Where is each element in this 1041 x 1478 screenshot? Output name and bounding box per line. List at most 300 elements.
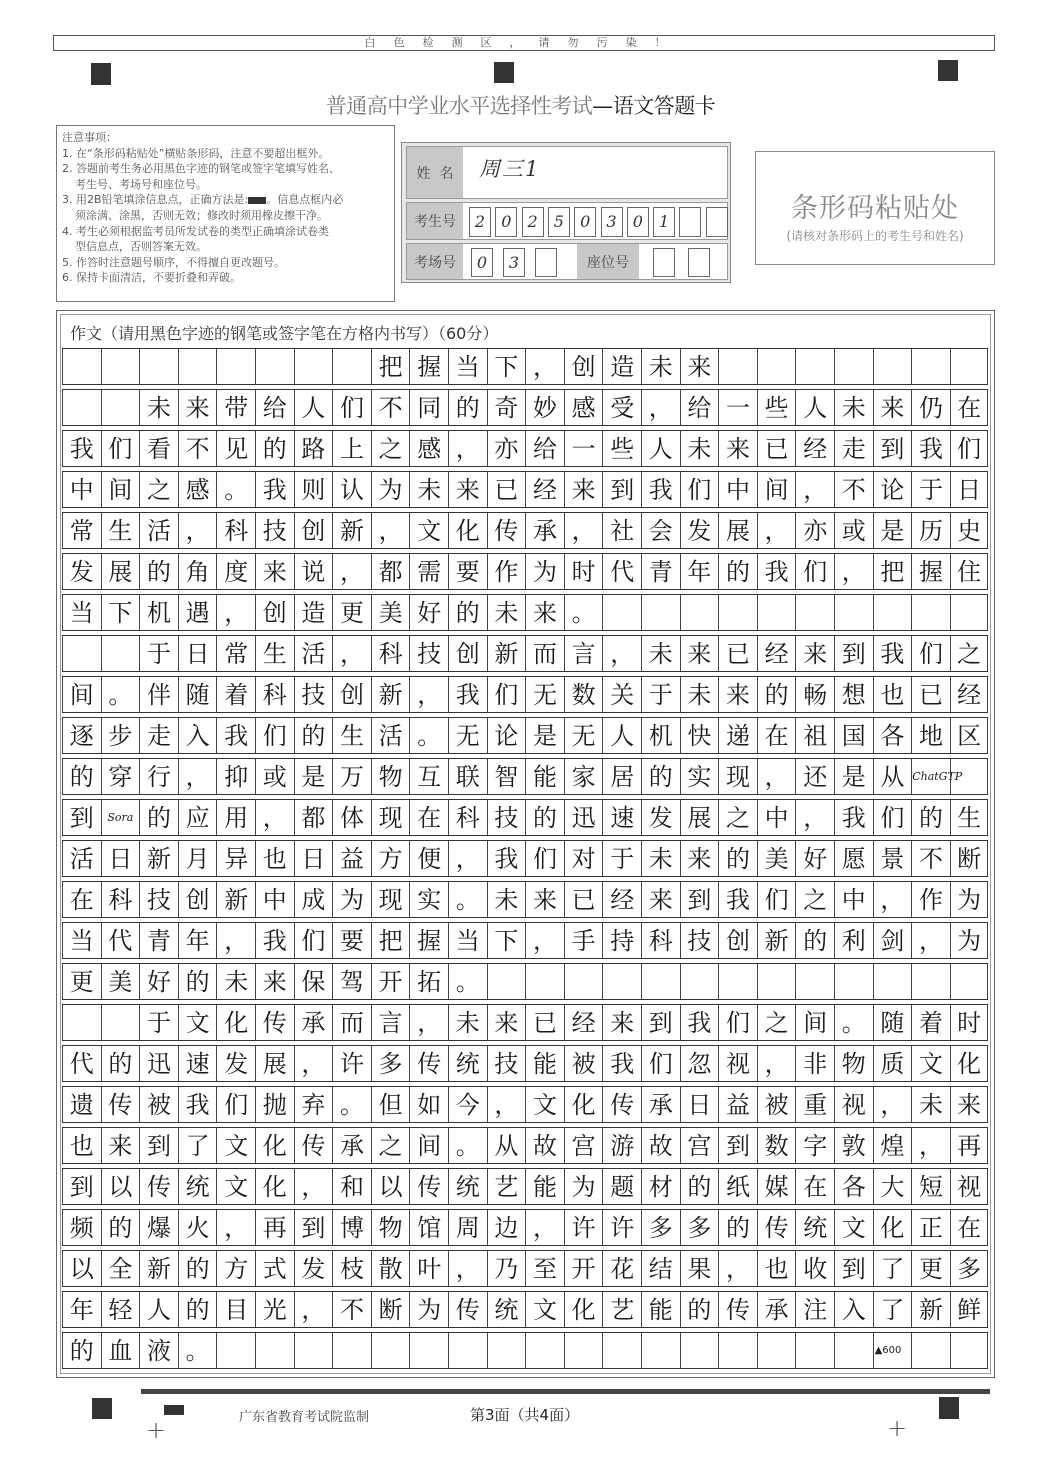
grid-cell[interactable]: 如 bbox=[409, 1087, 448, 1122]
grid-cell[interactable] bbox=[641, 964, 680, 999]
grid-cell[interactable]: 承 bbox=[332, 1128, 371, 1163]
grid-cell[interactable]: 体 bbox=[332, 800, 371, 835]
grid-cell[interactable]: 以 bbox=[62, 1251, 101, 1286]
grid-cell[interactable]: 新 bbox=[332, 513, 371, 548]
grid-cell[interactable]: 未 bbox=[409, 472, 448, 507]
grid-cell[interactable]: 或 bbox=[255, 759, 294, 794]
grid-cell[interactable]: 便 bbox=[409, 841, 448, 876]
grid-cell[interactable]: 来 bbox=[255, 964, 294, 999]
grid-cell[interactable]: 家 bbox=[564, 759, 603, 794]
grid-cell[interactable]: 许 bbox=[602, 1210, 641, 1245]
grid-cell[interactable]: 持 bbox=[602, 923, 641, 958]
grid-cell[interactable]: 而 bbox=[332, 1005, 371, 1040]
grid-cell[interactable]: 年 bbox=[680, 554, 719, 589]
grid-cell[interactable]: 多 bbox=[371, 1046, 410, 1081]
grid-cell[interactable]: 我 bbox=[602, 1046, 641, 1081]
grid-cell[interactable]: 不 bbox=[371, 390, 410, 425]
grid-cell[interactable]: 的 bbox=[911, 800, 950, 835]
grid-cell[interactable] bbox=[795, 1333, 834, 1368]
grid-cell[interactable]: 来 bbox=[680, 841, 719, 876]
grid-cell[interactable]: 。 bbox=[332, 1087, 371, 1122]
grid-cell[interactable]: 为 bbox=[950, 882, 989, 917]
grid-cell[interactable]: 中 bbox=[834, 882, 873, 917]
grid-cell[interactable]: 发 bbox=[641, 800, 680, 835]
grid-cell[interactable]: 传 bbox=[602, 1087, 641, 1122]
grid-cell[interactable] bbox=[139, 349, 178, 384]
seat-number-digit-box[interactable] bbox=[688, 248, 710, 277]
grid-cell[interactable]: 保 bbox=[294, 964, 333, 999]
grid-cell[interactable]: 。 bbox=[448, 882, 487, 917]
grid-cell[interactable]: 给 bbox=[525, 431, 564, 466]
grid-cell[interactable] bbox=[911, 1333, 950, 1368]
grid-cell[interactable]: 代 bbox=[602, 554, 641, 589]
grid-cell[interactable]: 文 bbox=[178, 1005, 217, 1040]
grid-cell[interactable]: 乃 bbox=[487, 1251, 526, 1286]
student-number-digit-box[interactable]: 0 bbox=[627, 207, 649, 237]
grid-cell[interactable]: 承 bbox=[525, 513, 564, 548]
grid-cell[interactable] bbox=[757, 595, 796, 630]
grid-cell[interactable]: 我 bbox=[641, 472, 680, 507]
grid-cell[interactable] bbox=[911, 349, 950, 384]
student-number-digit-box[interactable]: 1 bbox=[653, 207, 675, 237]
grid-cell[interactable]: 能 bbox=[641, 1292, 680, 1327]
grid-cell[interactable]: 把 bbox=[371, 349, 410, 384]
grid-cell[interactable]: 光 bbox=[255, 1292, 294, 1327]
grid-cell[interactable]: 材 bbox=[641, 1169, 680, 1204]
grid-cell[interactable]: 祖 bbox=[795, 718, 834, 753]
student-number-digit-box[interactable]: 0 bbox=[574, 207, 596, 237]
grid-cell[interactable]: 。 bbox=[564, 595, 603, 630]
grid-cell[interactable]: 发 bbox=[216, 1046, 255, 1081]
grid-cell[interactable]: 博 bbox=[332, 1210, 371, 1245]
grid-cell[interactable]: 艺 bbox=[487, 1169, 526, 1204]
grid-cell[interactable]: 现 bbox=[371, 800, 410, 835]
grid-cell[interactable]: 已 bbox=[525, 1005, 564, 1040]
grid-cell[interactable]: 化 bbox=[564, 1087, 603, 1122]
grid-cell[interactable]: ， bbox=[873, 1087, 912, 1122]
grid-cell[interactable]: 不 bbox=[834, 472, 873, 507]
grid-cell[interactable]: 承 bbox=[641, 1087, 680, 1122]
grid-cell[interactable]: 创 bbox=[294, 513, 333, 548]
grid-cell[interactable]: 间 bbox=[795, 1005, 834, 1040]
grid-cell[interactable]: 艺 bbox=[602, 1292, 641, 1327]
grid-cell[interactable]: 开 bbox=[564, 1251, 603, 1286]
grid-cell[interactable]: 递 bbox=[718, 718, 757, 753]
grid-cell[interactable]: 文 bbox=[216, 1169, 255, 1204]
grid-cell[interactable]: 于 bbox=[911, 472, 950, 507]
grid-cell[interactable]: ， bbox=[216, 1210, 255, 1245]
grid-cell[interactable]: 带 bbox=[216, 390, 255, 425]
grid-cell[interactable]: 承 bbox=[757, 1292, 796, 1327]
grid-cell[interactable]: 科 bbox=[448, 800, 487, 835]
grid-cell[interactable]: 技 bbox=[139, 882, 178, 917]
grid-cell[interactable]: 握 bbox=[409, 349, 448, 384]
grid-cell[interactable]: 年 bbox=[178, 923, 217, 958]
grid-cell[interactable]: 生 bbox=[101, 513, 140, 548]
grid-cell[interactable]: 想 bbox=[834, 677, 873, 712]
barcode-sticker-area[interactable] bbox=[755, 151, 995, 265]
grid-cell[interactable]: 作 bbox=[911, 882, 950, 917]
grid-cell[interactable]: 在 bbox=[950, 390, 989, 425]
grid-cell[interactable]: 来 bbox=[564, 472, 603, 507]
grid-cell[interactable]: ， bbox=[602, 636, 641, 671]
grid-cell[interactable]: 已 bbox=[757, 431, 796, 466]
grid-cell[interactable] bbox=[641, 595, 680, 630]
grid-cell[interactable]: 青 bbox=[139, 923, 178, 958]
grid-cell[interactable]: ， bbox=[178, 513, 217, 548]
grid-cell[interactable]: 展 bbox=[255, 1046, 294, 1081]
grid-cell[interactable]: 间 bbox=[101, 472, 140, 507]
grid-cell[interactable]: 一 bbox=[564, 431, 603, 466]
grid-cell[interactable]: 全 bbox=[101, 1251, 140, 1286]
grid-cell[interactable]: 我 bbox=[911, 431, 950, 466]
student-number-digit-box[interactable]: 0 bbox=[495, 207, 517, 237]
grid-cell[interactable]: 之 bbox=[718, 800, 757, 835]
grid-cell[interactable]: 了 bbox=[873, 1292, 912, 1327]
grid-cell[interactable]: 代 bbox=[62, 1046, 101, 1081]
grid-cell[interactable]: 现 bbox=[718, 759, 757, 794]
grid-cell[interactable]: 技 bbox=[409, 636, 448, 671]
grid-cell[interactable]: ， bbox=[294, 1169, 333, 1204]
grid-cell[interactable]: Sora bbox=[101, 800, 140, 835]
name-field[interactable]: 周三1 bbox=[479, 157, 541, 181]
grid-cell[interactable] bbox=[294, 1333, 333, 1368]
grid-cell[interactable]: 时 bbox=[950, 1005, 989, 1040]
grid-cell[interactable]: 史 bbox=[950, 513, 989, 548]
grid-cell[interactable]: 各 bbox=[834, 1169, 873, 1204]
grid-cell[interactable]: 也 bbox=[873, 677, 912, 712]
grid-cell[interactable]: 说 bbox=[294, 554, 333, 589]
grid-cell[interactable]: 区 bbox=[950, 718, 989, 753]
grid-cell[interactable]: 好 bbox=[795, 841, 834, 876]
grid-cell[interactable]: 未 bbox=[641, 841, 680, 876]
grid-cell[interactable]: 为 bbox=[564, 1169, 603, 1204]
grid-cell[interactable]: 。 bbox=[178, 1333, 217, 1368]
grid-cell[interactable]: 当 bbox=[448, 923, 487, 958]
grid-cell[interactable]: 言 bbox=[564, 636, 603, 671]
grid-cell[interactable] bbox=[680, 595, 719, 630]
grid-cell[interactable]: 的 bbox=[62, 1333, 101, 1368]
grid-cell[interactable]: 也 bbox=[757, 1251, 796, 1286]
grid-cell[interactable]: 媒 bbox=[757, 1169, 796, 1204]
grid-cell[interactable]: 我 bbox=[448, 677, 487, 712]
grid-cell[interactable]: 新 bbox=[216, 882, 255, 917]
grid-cell[interactable] bbox=[911, 595, 950, 630]
grid-cell[interactable]: 物 bbox=[371, 1210, 410, 1245]
grid-cell[interactable]: 生 bbox=[255, 636, 294, 671]
grid-cell[interactable]: 青 bbox=[641, 554, 680, 589]
grid-cell[interactable]: 。 bbox=[834, 1005, 873, 1040]
grid-cell[interactable]: 而 bbox=[525, 636, 564, 671]
grid-cell[interactable]: 都 bbox=[294, 800, 333, 835]
grid-cell[interactable]: 轻 bbox=[101, 1292, 140, 1327]
grid-cell[interactable]: 未 bbox=[139, 390, 178, 425]
grid-cell[interactable]: 经 bbox=[757, 636, 796, 671]
grid-cell[interactable] bbox=[564, 1333, 603, 1368]
grid-cell[interactable] bbox=[950, 1333, 989, 1368]
grid-cell[interactable]: 为 bbox=[525, 554, 564, 589]
grid-cell[interactable]: 关 bbox=[602, 677, 641, 712]
grid-cell[interactable]: 大 bbox=[873, 1169, 912, 1204]
grid-cell[interactable]: 们 bbox=[795, 554, 834, 589]
grid-cell[interactable]: 化 bbox=[216, 1005, 255, 1040]
grid-cell[interactable]: 断 bbox=[950, 841, 989, 876]
grid-cell[interactable] bbox=[62, 390, 101, 425]
grid-cell[interactable]: 的 bbox=[101, 1210, 140, 1245]
grid-cell[interactable]: 文 bbox=[525, 1292, 564, 1327]
grid-cell[interactable]: 承 bbox=[294, 1005, 333, 1040]
grid-cell[interactable]: 为 bbox=[332, 882, 371, 917]
grid-cell[interactable] bbox=[911, 964, 950, 999]
grid-cell[interactable]: 无 bbox=[525, 677, 564, 712]
grid-cell[interactable]: 经 bbox=[564, 1005, 603, 1040]
grid-cell[interactable]: 已 bbox=[487, 472, 526, 507]
grid-cell[interactable]: 利 bbox=[834, 923, 873, 958]
grid-cell[interactable]: 来 bbox=[718, 431, 757, 466]
grid-cell[interactable]: 我 bbox=[178, 1087, 217, 1122]
grid-cell[interactable]: 我 bbox=[255, 472, 294, 507]
grid-cell[interactable]: 也 bbox=[62, 1128, 101, 1163]
grid-cell[interactable]: 们 bbox=[680, 472, 719, 507]
grid-cell[interactable]: 花 bbox=[602, 1251, 641, 1286]
grid-cell[interactable]: 题 bbox=[602, 1169, 641, 1204]
grid-cell[interactable]: 数 bbox=[757, 1128, 796, 1163]
grid-cell[interactable]: 再 bbox=[950, 1128, 989, 1163]
grid-cell[interactable] bbox=[409, 1333, 448, 1368]
grid-cell[interactable]: 日 bbox=[101, 841, 140, 876]
grid-cell[interactable]: 们 bbox=[101, 431, 140, 466]
grid-cell[interactable]: 速 bbox=[178, 1046, 217, 1081]
grid-cell[interactable] bbox=[564, 964, 603, 999]
grid-cell[interactable]: 视 bbox=[718, 1046, 757, 1081]
grid-cell[interactable]: 传 bbox=[139, 1169, 178, 1204]
grid-cell[interactable]: 逐 bbox=[62, 718, 101, 753]
grid-cell[interactable]: 文 bbox=[525, 1087, 564, 1122]
grid-cell[interactable]: 文 bbox=[409, 513, 448, 548]
grid-cell[interactable]: 的 bbox=[139, 800, 178, 835]
grid-cell[interactable]: 也 bbox=[255, 841, 294, 876]
grid-cell[interactable] bbox=[834, 349, 873, 384]
grid-cell[interactable]: 质 bbox=[873, 1046, 912, 1081]
grid-cell[interactable]: 中 bbox=[718, 472, 757, 507]
grid-cell[interactable]: 上 bbox=[332, 431, 371, 466]
grid-cell[interactable]: 遇 bbox=[178, 595, 217, 630]
grid-cell[interactable]: 抑 bbox=[216, 759, 255, 794]
grid-cell[interactable]: 我 bbox=[62, 431, 101, 466]
grid-cell[interactable]: 下 bbox=[487, 349, 526, 384]
grid-cell[interactable]: 视 bbox=[834, 1087, 873, 1122]
grid-cell[interactable]: 们 bbox=[332, 390, 371, 425]
grid-cell[interactable]: 着 bbox=[911, 1005, 950, 1040]
grid-cell[interactable] bbox=[448, 1333, 487, 1368]
grid-cell[interactable]: 文 bbox=[834, 1210, 873, 1245]
grid-cell[interactable]: 创 bbox=[332, 677, 371, 712]
grid-cell[interactable]: 再 bbox=[255, 1210, 294, 1245]
grid-cell[interactable]: 多 bbox=[680, 1210, 719, 1245]
grid-cell[interactable] bbox=[602, 595, 641, 630]
grid-cell[interactable]: 走 bbox=[834, 431, 873, 466]
grid-cell[interactable]: 但 bbox=[371, 1087, 410, 1122]
grid-cell[interactable]: 科 bbox=[255, 677, 294, 712]
grid-cell[interactable]: 奇 bbox=[487, 390, 526, 425]
grid-cell[interactable]: ， bbox=[525, 349, 564, 384]
grid-cell[interactable]: 新 bbox=[371, 677, 410, 712]
grid-cell[interactable]: 剑 bbox=[873, 923, 912, 958]
grid-cell[interactable]: 视 bbox=[950, 1169, 989, 1204]
grid-cell[interactable] bbox=[795, 595, 834, 630]
grid-cell[interactable]: 来 bbox=[680, 636, 719, 671]
grid-cell[interactable]: 看 bbox=[139, 431, 178, 466]
grid-cell[interactable]: 的 bbox=[718, 554, 757, 589]
grid-cell[interactable]: ， bbox=[448, 1251, 487, 1286]
grid-cell[interactable] bbox=[950, 964, 989, 999]
grid-cell[interactable]: 断 bbox=[371, 1292, 410, 1327]
grid-cell[interactable]: 我 bbox=[680, 1005, 719, 1040]
grid-cell[interactable]: 应 bbox=[178, 800, 217, 835]
grid-cell[interactable] bbox=[101, 349, 140, 384]
grid-cell[interactable] bbox=[602, 1333, 641, 1368]
student-number-digit-box[interactable]: 2 bbox=[522, 207, 544, 237]
grid-cell[interactable]: 愿 bbox=[834, 841, 873, 876]
grid-cell[interactable]: 频 bbox=[62, 1210, 101, 1245]
grid-cell[interactable]: 枝 bbox=[332, 1251, 371, 1286]
grid-cell[interactable]: 们 bbox=[950, 431, 989, 466]
grid-cell[interactable]: 了 bbox=[873, 1251, 912, 1286]
grid-cell[interactable]: 已 bbox=[911, 677, 950, 712]
grid-cell[interactable]: 美 bbox=[371, 595, 410, 630]
grid-cell[interactable] bbox=[718, 964, 757, 999]
grid-cell[interactable]: ， bbox=[718, 1251, 757, 1286]
grid-cell[interactable]: 间 bbox=[757, 472, 796, 507]
grid-cell[interactable]: 当 bbox=[448, 349, 487, 384]
grid-cell[interactable]: 来 bbox=[525, 595, 564, 630]
grid-cell[interactable]: 之 bbox=[795, 882, 834, 917]
grid-cell[interactable]: 给 bbox=[255, 390, 294, 425]
grid-cell[interactable] bbox=[255, 349, 294, 384]
grid-cell[interactable]: 联 bbox=[448, 759, 487, 794]
grid-cell[interactable]: 来 bbox=[525, 882, 564, 917]
grid-cell[interactable]: 或 bbox=[834, 513, 873, 548]
grid-cell[interactable]: 还 bbox=[795, 759, 834, 794]
grid-cell[interactable]: 机 bbox=[641, 718, 680, 753]
grid-cell[interactable]: 来 bbox=[641, 882, 680, 917]
grid-cell[interactable]: 和 bbox=[332, 1169, 371, 1204]
grid-cell[interactable]: 科 bbox=[216, 513, 255, 548]
grid-cell[interactable] bbox=[950, 349, 989, 384]
grid-cell[interactable]: 社 bbox=[602, 513, 641, 548]
grid-cell[interactable]: 日 bbox=[178, 636, 217, 671]
grid-cell[interactable]: 给 bbox=[680, 390, 719, 425]
grid-cell[interactable]: 。 bbox=[448, 964, 487, 999]
grid-cell[interactable]: ， bbox=[448, 841, 487, 876]
grid-cell[interactable]: 迅 bbox=[139, 1046, 178, 1081]
grid-cell[interactable] bbox=[62, 349, 101, 384]
grid-cell[interactable]: 好 bbox=[139, 964, 178, 999]
grid-cell[interactable]: 能 bbox=[525, 759, 564, 794]
grid-cell[interactable] bbox=[62, 636, 101, 671]
grid-cell[interactable]: 新 bbox=[139, 841, 178, 876]
grid-cell[interactable]: ， bbox=[911, 1128, 950, 1163]
grid-cell[interactable]: 的 bbox=[255, 431, 294, 466]
grid-cell[interactable]: 抛 bbox=[255, 1087, 294, 1122]
grid-cell[interactable]: 造 bbox=[294, 595, 333, 630]
grid-cell[interactable]: 字 bbox=[795, 1128, 834, 1163]
grid-cell[interactable]: 纸 bbox=[718, 1169, 757, 1204]
grid-cell[interactable]: 作 bbox=[487, 554, 526, 589]
grid-cell[interactable]: 仍 bbox=[911, 390, 950, 425]
grid-cell[interactable]: 受 bbox=[602, 390, 641, 425]
grid-cell[interactable]: 年 bbox=[62, 1292, 101, 1327]
grid-cell[interactable]: 是 bbox=[873, 513, 912, 548]
grid-cell[interactable]: 要 bbox=[332, 923, 371, 958]
grid-cell[interactable]: 当 bbox=[62, 923, 101, 958]
grid-cell[interactable]: 未 bbox=[487, 595, 526, 630]
grid-cell[interactable]: 传 bbox=[718, 1292, 757, 1327]
grid-cell[interactable]: ， bbox=[294, 1046, 333, 1081]
grid-cell[interactable]: 来 bbox=[178, 390, 217, 425]
grid-cell[interactable]: 来 bbox=[680, 349, 719, 384]
grid-cell[interactable]: 馆 bbox=[409, 1210, 448, 1245]
grid-cell[interactable]: 煌 bbox=[873, 1128, 912, 1163]
grid-cell[interactable]: 为 bbox=[950, 923, 989, 958]
grid-cell[interactable] bbox=[487, 964, 526, 999]
grid-cell[interactable]: 无 bbox=[564, 718, 603, 753]
grid-cell[interactable]: 更 bbox=[911, 1251, 950, 1286]
grid-cell[interactable]: 随 bbox=[178, 677, 217, 712]
grid-cell[interactable]: 于 bbox=[139, 636, 178, 671]
grid-cell[interactable]: 不 bbox=[911, 841, 950, 876]
grid-cell[interactable]: 化 bbox=[873, 1210, 912, 1245]
grid-cell[interactable]: 月 bbox=[178, 841, 217, 876]
grid-cell[interactable]: 未 bbox=[641, 349, 680, 384]
grid-cell[interactable]: ， bbox=[757, 1046, 796, 1081]
grid-cell[interactable]: 叶 bbox=[409, 1251, 448, 1286]
grid-cell[interactable]: 方 bbox=[216, 1251, 255, 1286]
grid-cell[interactable]: 不 bbox=[178, 431, 217, 466]
grid-cell[interactable]: 化 bbox=[448, 513, 487, 548]
seat-number-digit-box[interactable] bbox=[653, 248, 675, 277]
grid-cell[interactable]: 文 bbox=[216, 1128, 255, 1163]
grid-cell[interactable]: 传 bbox=[448, 1292, 487, 1327]
grid-cell[interactable]: ， bbox=[795, 472, 834, 507]
grid-cell[interactable]: 我 bbox=[873, 636, 912, 671]
grid-cell[interactable]: 是 bbox=[834, 759, 873, 794]
grid-cell[interactable] bbox=[255, 1333, 294, 1368]
grid-cell[interactable]: 下 bbox=[487, 923, 526, 958]
grid-cell[interactable]: ， bbox=[641, 390, 680, 425]
grid-cell[interactable]: 。 bbox=[448, 1128, 487, 1163]
grid-cell[interactable] bbox=[950, 759, 989, 794]
grid-cell[interactable] bbox=[834, 1333, 873, 1368]
grid-cell[interactable]: ChatGTP bbox=[911, 759, 950, 794]
grid-cell[interactable]: ， bbox=[178, 759, 217, 794]
grid-cell[interactable]: 感 bbox=[409, 431, 448, 466]
grid-cell[interactable]: 们 bbox=[911, 636, 950, 671]
grid-cell[interactable]: 果 bbox=[680, 1251, 719, 1286]
grid-cell[interactable] bbox=[834, 595, 873, 630]
grid-cell[interactable] bbox=[332, 349, 371, 384]
grid-cell[interactable]: 更 bbox=[332, 595, 371, 630]
grid-cell[interactable]: 展 bbox=[718, 513, 757, 548]
grid-cell[interactable]: 对 bbox=[564, 841, 603, 876]
grid-cell[interactable]: 更 bbox=[62, 964, 101, 999]
grid-cell[interactable]: 文 bbox=[911, 1046, 950, 1081]
grid-cell[interactable]: 周 bbox=[448, 1210, 487, 1245]
grid-cell[interactable]: 生 bbox=[950, 800, 989, 835]
grid-cell[interactable]: 科 bbox=[371, 636, 410, 671]
grid-cell[interactable]: 在 bbox=[950, 1210, 989, 1245]
grid-cell[interactable]: 到 bbox=[834, 636, 873, 671]
